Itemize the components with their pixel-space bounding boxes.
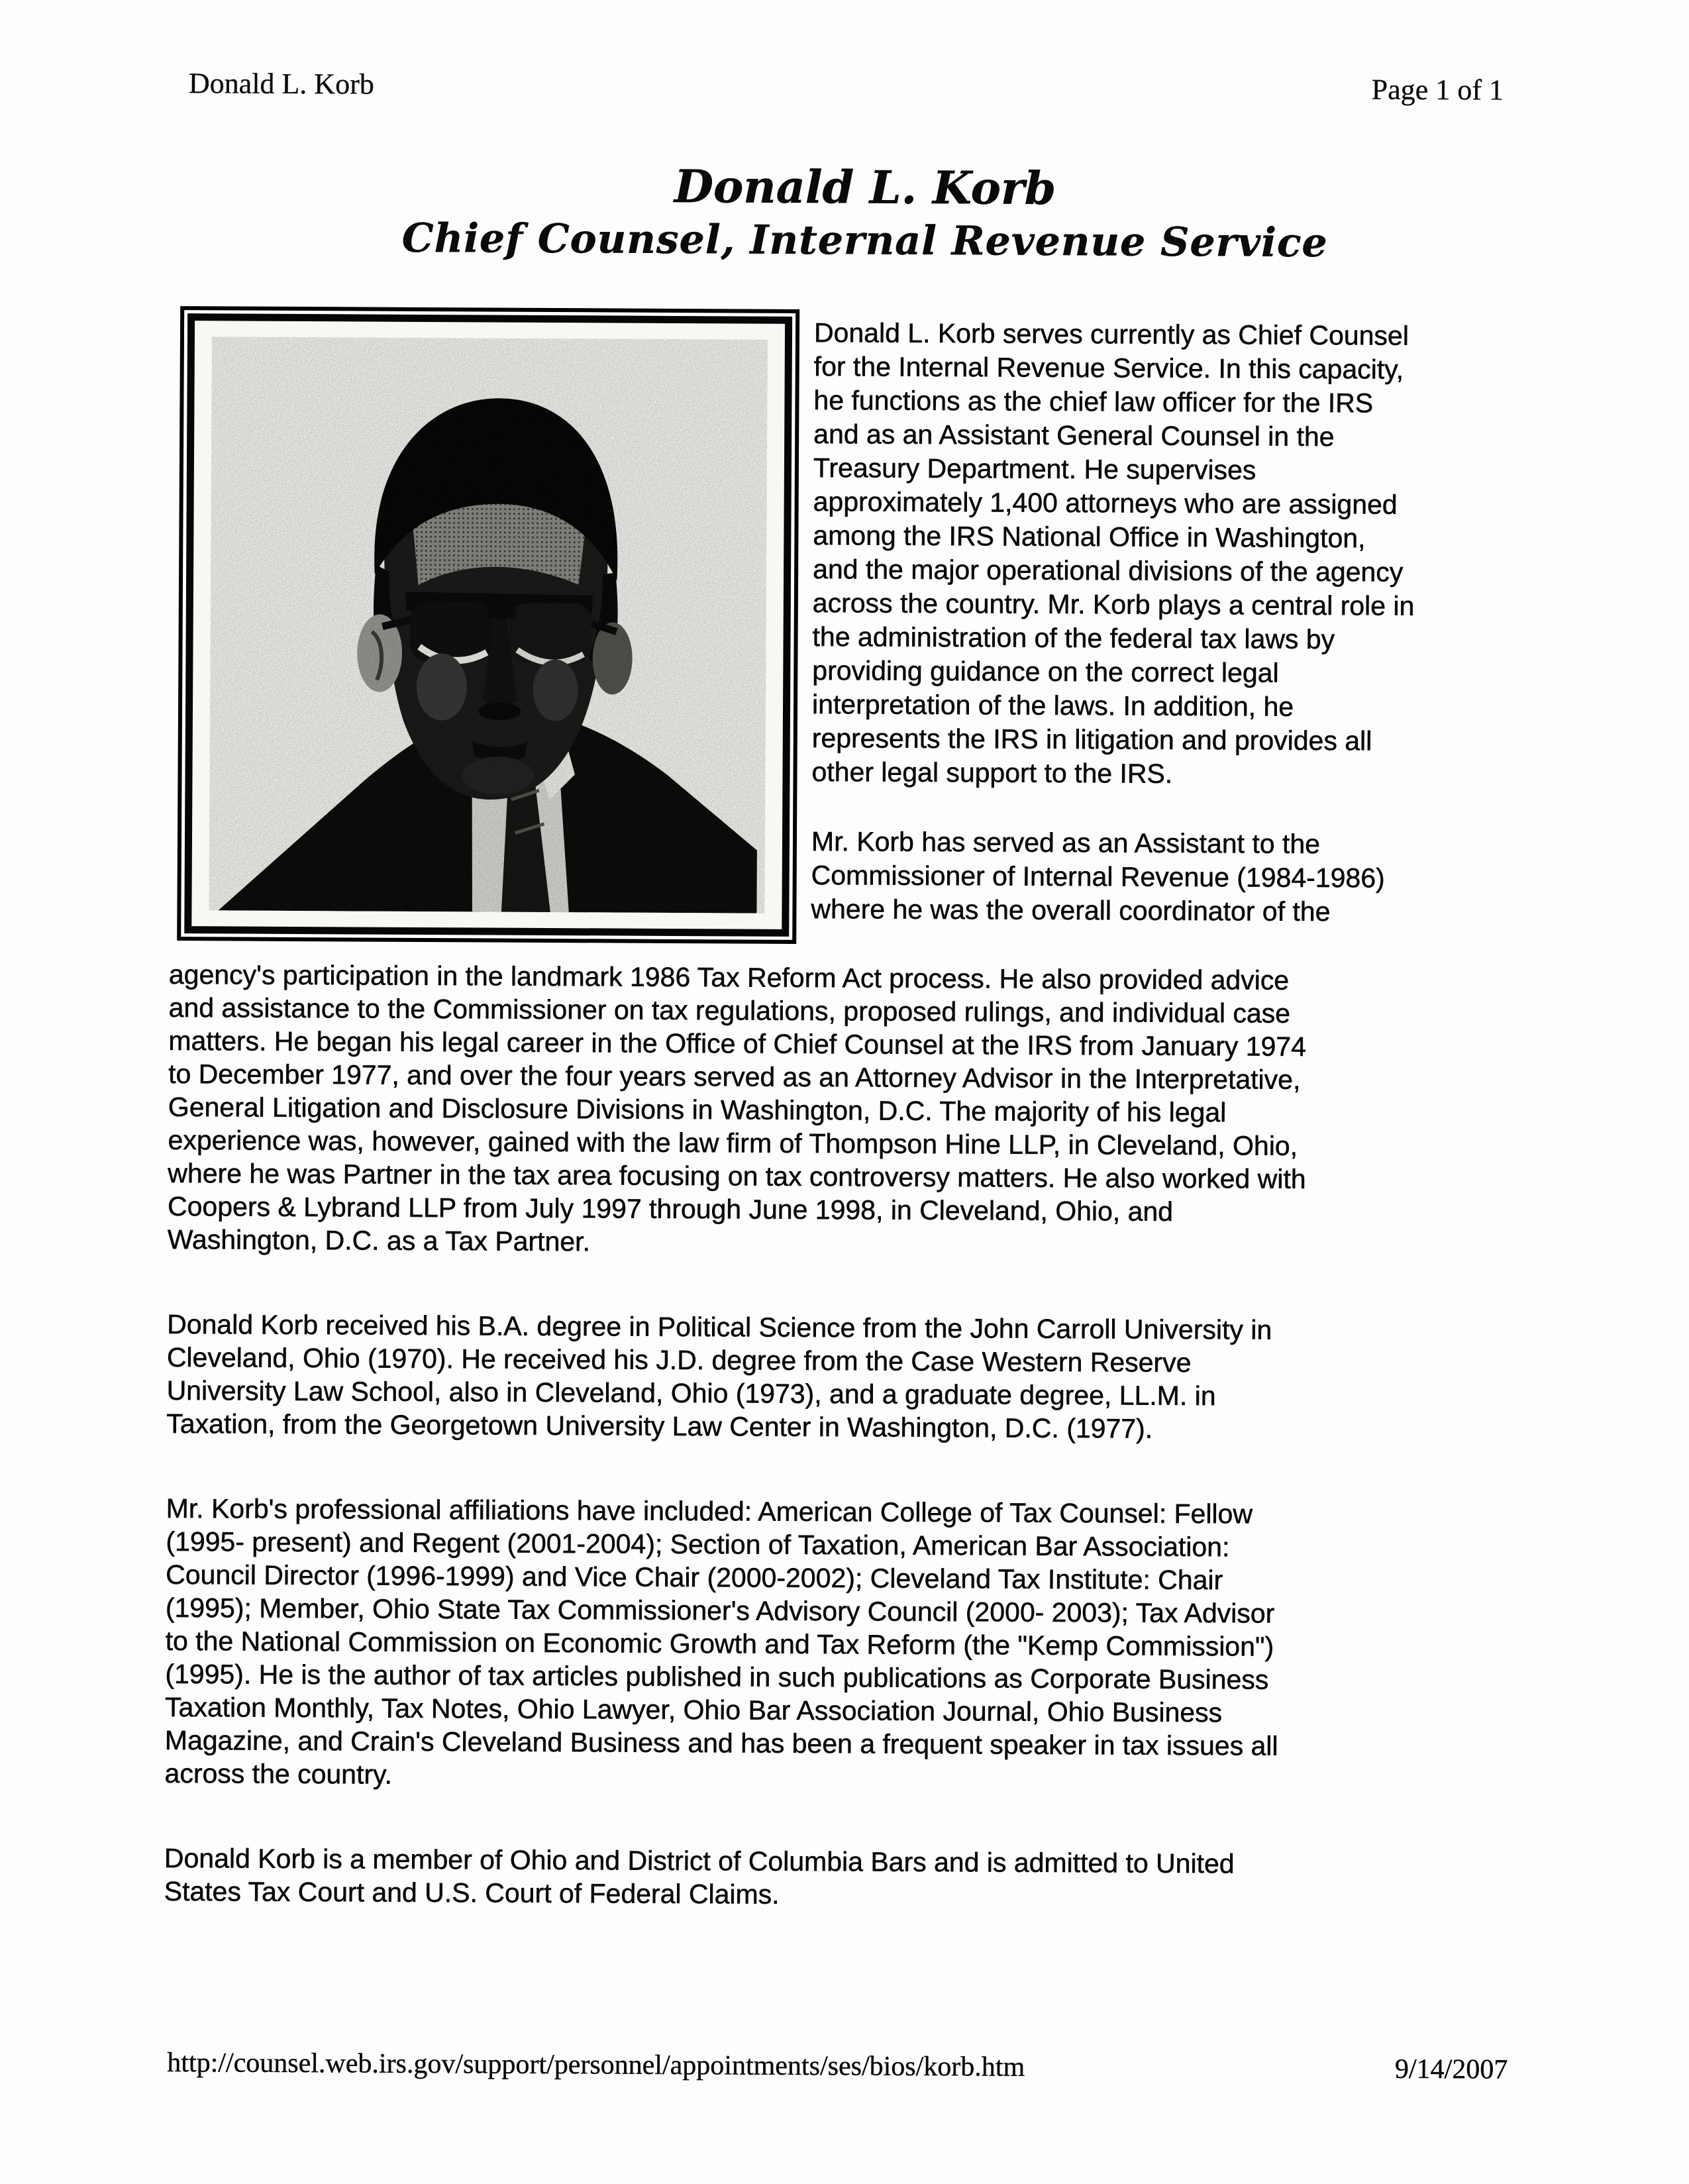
footer-url: http://counsel.web.irs.gov/support/personnel/appointments/ses/bios/korb.htm	[167, 2048, 1025, 2083]
photo-and-text-row	[169, 306, 1557, 948]
document-title	[173, 158, 1558, 268]
photo-matte	[184, 313, 792, 937]
photo-frame	[177, 306, 799, 944]
title-name: Donald L. Korb	[674, 160, 1056, 215]
bio-paragraph-1: Donald L. Korb serves currently as Chief Counsel for the Internal Revenue Service. In this capacity, he functions as the chief law officer for the IRS and as an Assistant General Counsel in the Treasury Department. He supervises approximately 1,400 attorneys who are assigned among the IRS National Office in Washington, and the major operational divisions of the agency across the country. Mr. Korb plays a central role in the administration of the federal tax laws by providing guidance on the correct legal interpretation of the laws. In addition, he represents the IRS in litigation and provides all other legal support to the IRS.	[811, 317, 1415, 789]
print-footer	[167, 2047, 1508, 2086]
bio-content	[164, 306, 1557, 1967]
print-header	[189, 66, 1504, 107]
bio-paragraph-bar-memberships: Donald Korb is a member of Ohio and District of Columbia Bars and is admitted to United States Tax Court and U.S. Court of Federal Claims.	[164, 1842, 1235, 1910]
title-role: Chief Counsel, Internal Revenue Service	[401, 215, 1328, 267]
bio-paragraph-affiliations: Mr. Korb's professional affiliations have included: American College of Tax Counsel: Fellow (1995- present) and Regent (2001-2004); Section of Taxation, American Bar Association: Council Director (1996-1999) and Vice Chair (2000-2002); Cleveland Tax Institute: Chair (1995); Member, Ohio State Tax Commissioner's Advisory Council (2000- 2003); Tax Advisor to the National Commission on Economic Growth and Tax Reform (the "Kemp Commission") (1995). He is the author of tax articles published in such publications as Corporate Business Taxation Monthly, Tax Notes, Ohio Lawyer, Ohio Bar Association Journal, Ohio Business Magazine, and Crain's Cleveland Business and has been a frequent speaker in tax issues all across the country.	[164, 1492, 1278, 1790]
bio-paragraph-2-continued: agency's participation in the landmark 1986 Tax Reform Act process. He also provided advice and assistance to the Commissioner on tax regulations, proposed rulings, and individual case matters. He began his legal career in the Office of Chief Counsel at the IRS from January 1974 to December 1977, and over the four years served as an Attorney Advisor in the Interpretative, General Litigation and Disclosure Divisions in Washington, D.C. The majority of his legal experience was, however, gained with the law firm of Thompson Hine LLP, in Cleveland, Ohio, where he was Partner in the tax area focusing on tax controversy matters. He also worked with Coopers & Lybrand LLP from July 1997 through June 1998, in Cleveland, Ohio, and Washington, D.C. as a Tax Partner.	[167, 959, 1307, 1257]
footer-date: 9/14/2007	[1394, 2054, 1508, 2085]
bio-paragraph-2-start: Mr. Korb has served as an Assistant to the Commissioner of Internal Revenue (1984-1986) where he was the overall coordinator of the	[811, 826, 1385, 927]
bio-column-beside-photo	[811, 309, 1557, 930]
header-page-number: Page 1 of 1	[1371, 73, 1504, 107]
bw-portrait-photo	[209, 337, 768, 913]
bio-paragraph-education: Donald Korb received his B.A. degree in Political Science from the John Carroll University in Cleveland, Ohio (1970). He received his J.D. degree from the Case Western Reserve University Law School, also in Cleveland, Ohio (1973), and a graduate degree, LL.M. in Taxation, from the Georgetown University Law Center in Washington, D.C. (1977).	[166, 1308, 1272, 1444]
header-author: Donald L. Korb	[188, 67, 374, 101]
